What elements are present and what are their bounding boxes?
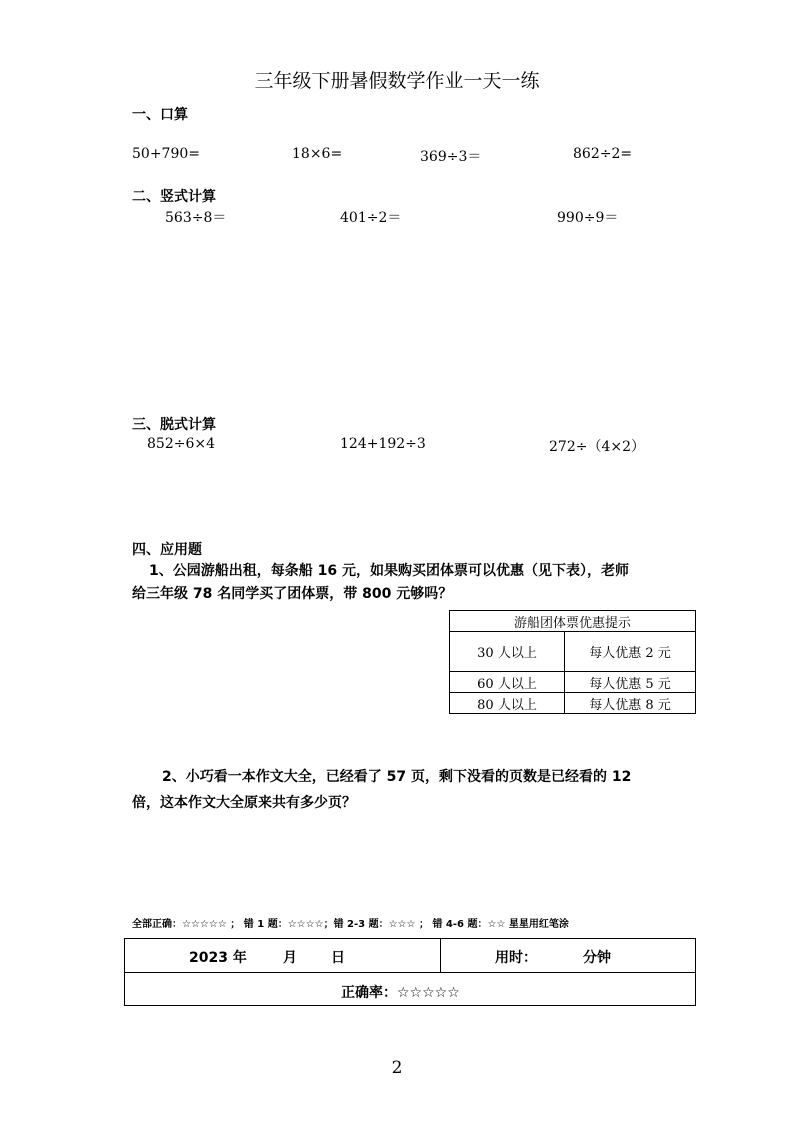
discount-table-caption: 游船团体票优惠提示 bbox=[450, 611, 696, 632]
oral-item: 50+790= bbox=[132, 146, 200, 162]
question-2-line-2: 倍，这本作文大全原来共有多少页？ bbox=[132, 795, 356, 811]
year-label: 2023 年 bbox=[189, 950, 247, 966]
vertical-item: 990÷9＝ bbox=[557, 210, 619, 226]
vertical-item: 401÷2＝ bbox=[340, 210, 402, 226]
record-divider bbox=[440, 939, 441, 973]
stepwise-item: 124+192÷3 bbox=[340, 436, 426, 452]
question-2-line-1: 2、小巧看一本作文大全，已经看了 57 页，剩下没看的页数是已经看的 12 bbox=[162, 769, 632, 785]
group-size-cell: 60 人以上 bbox=[450, 672, 565, 693]
page-title: 三年级下册暑假数学作业一天一练 bbox=[254, 70, 540, 92]
oral-item: 18×6= bbox=[292, 146, 343, 162]
section-heading-oral: 一、口算 bbox=[132, 107, 188, 123]
vertical-item: 563÷8＝ bbox=[165, 210, 227, 226]
day-label: 日 bbox=[331, 950, 345, 966]
table-row bbox=[450, 672, 696, 693]
discount-cell: 每人优惠 5 元 bbox=[565, 672, 696, 693]
table-row bbox=[450, 693, 696, 714]
oral-item: 862÷2= bbox=[573, 146, 633, 162]
question-1-line-2: 给三年级 78 名同学买了团体票，带 800 元够吗？ bbox=[132, 586, 453, 602]
section-heading-stepwise: 三、脱式计算 bbox=[132, 417, 216, 433]
record-box bbox=[124, 938, 696, 1006]
group-size-cell: 80 人以上 bbox=[450, 693, 565, 714]
oral-item: 369÷3＝ bbox=[420, 149, 482, 165]
time-used-label: 用时： bbox=[495, 950, 537, 966]
stepwise-item: 272÷（4×2） bbox=[549, 439, 645, 455]
discount-table bbox=[449, 610, 696, 714]
section-heading-vertical: 二、竖式计算 bbox=[132, 189, 216, 205]
stepwise-item: 852÷6×4 bbox=[147, 436, 215, 452]
record-row-date-time bbox=[125, 939, 695, 973]
discount-cell: 每人优惠 8 元 bbox=[565, 693, 696, 714]
month-label: 月 bbox=[283, 950, 297, 966]
rating-legend: 全部正确：☆☆☆☆☆ ； 错 1 题：☆☆☆☆；错 2-3 题：☆☆☆ ； 错 4-6 题：☆☆ 星星用红笔涂 bbox=[132, 919, 569, 930]
page-number: 2 bbox=[391, 1058, 403, 1078]
section-heading-word-problems: 四、应用题 bbox=[132, 542, 202, 558]
table-row bbox=[450, 632, 696, 672]
accuracy-label: 正确率：☆☆☆☆☆ bbox=[341, 985, 460, 1001]
minutes-label: 分钟 bbox=[583, 950, 611, 966]
question-1-line-1: 1、公园游船出租，每条船 16 元，如果购买团体票可以优惠（见下表），老师 bbox=[149, 563, 629, 579]
group-size-cell: 30 人以上 bbox=[450, 632, 565, 672]
discount-cell: 每人优惠 2 元 bbox=[565, 632, 696, 672]
